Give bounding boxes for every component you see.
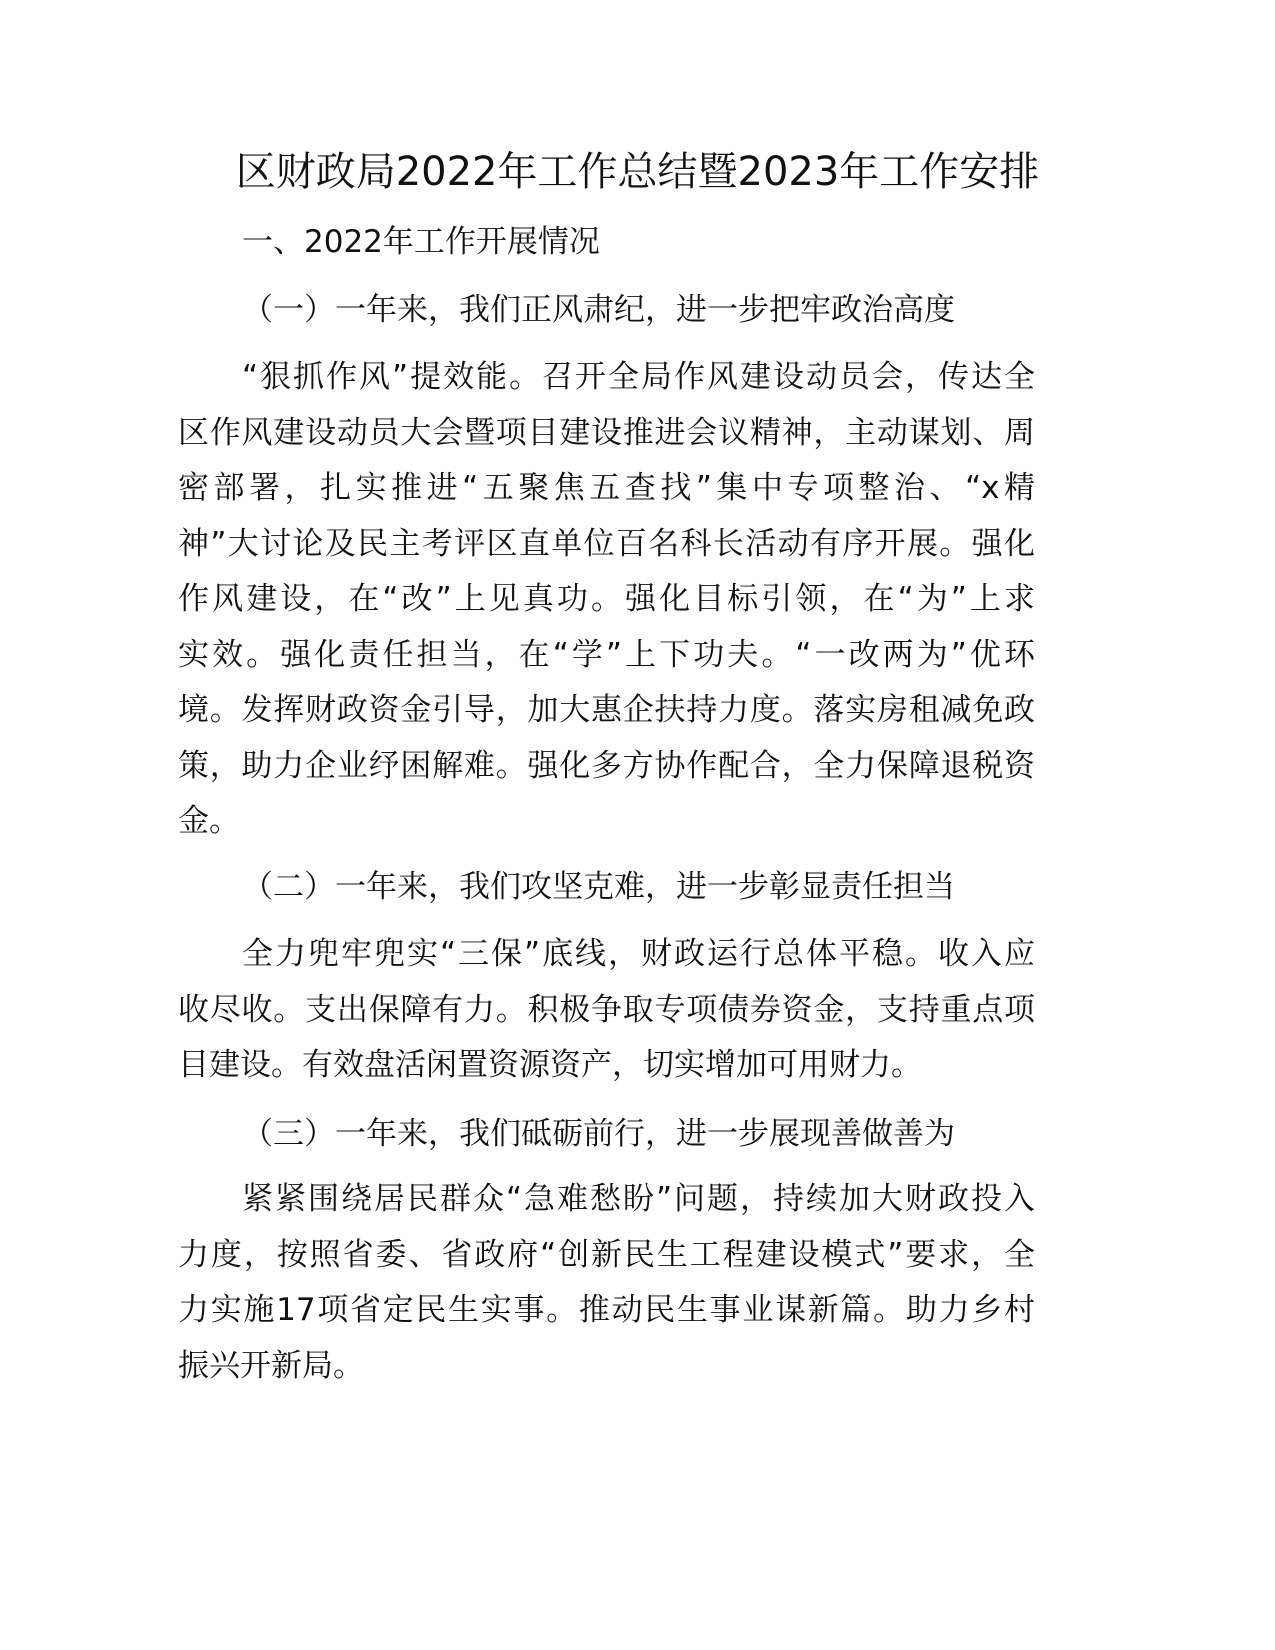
paragraph-line: 作风建设，在“改”上见真功。强化目标引领，在“为”上求 [178,581,1035,617]
subsection-3-body [178,1172,1035,1394]
paragraph-line: 收尽收。支出保障有力。积极争取专项债券资金，支持重点项 [178,991,1035,1028]
subsection-2 [178,860,1035,916]
paragraph-line: 神”大讨论及民主考评区直单位百名科长活动有序开展。强化 [178,525,1035,562]
paragraph-line: 实效。强化责任担当，在“学”上下功夫。“一改两为”优环 [178,636,1035,673]
paragraph-line: 振兴开新局。 [178,1347,364,1384]
subsection-1-body [178,350,1035,850]
paragraph-line: 紧紧围绕居民群众“急难愁盼”问题，持续加大财政投入 [242,1181,1035,1217]
paragraph-line: 区作风建设动员大会暨项目建设推进会议精神，主动谋划、周 [178,414,1035,451]
subsection-3 [178,1107,1035,1163]
paragraph-line: 全力兜牢兜实“三保”底线，财政运行总体平稳。收入应 [242,936,1035,972]
paragraph-line: 策，助力企业纾困解难。强化多方协作配合，全力保障退税资 [178,747,1035,784]
section-heading [178,215,1035,271]
subsection-2-body [178,927,1035,1094]
document-title: 区财政局2022年工作总结暨2023年工作安排 [235,149,1040,195]
paragraph-line: 力实施17项省定民生实事。推动民生事业谋新篇。助力乡村 [178,1292,1035,1328]
paragraph-line: 力度，按照省委、省政府“创新民生工程建设模式”要求，全 [178,1236,1035,1273]
subsection-2-heading: （二）一年来，我们攻坚克难，进一步彰显责任担当 [242,869,955,905]
section-1-heading: 一、2022年工作开展情况 [242,224,600,260]
paragraph-line: 境。发挥财政资金引导，加大惠企扶持力度。落实房租减免政 [178,692,1035,728]
paragraph-line: 目建设。有效盘活闲置资源资产，切实增加可用财力。 [178,1047,922,1083]
paragraph-line: “狠抓作风”提效能。召开全局作风建设动员会，传达全 [242,359,1035,395]
paragraph-line: 金。 [178,803,240,839]
paragraph-line: 密部署，扎实推进“五聚焦五查找”集中专项整治、“x精 [178,470,1035,506]
subsection-3-heading: （三）一年来，我们砥砺前行，进一步展现善做善为 [242,1116,955,1152]
subsection-1-heading: （一）一年来，我们正风肃纪，进一步把牢政治高度 [242,292,955,328]
subsection-1 [178,283,1035,339]
